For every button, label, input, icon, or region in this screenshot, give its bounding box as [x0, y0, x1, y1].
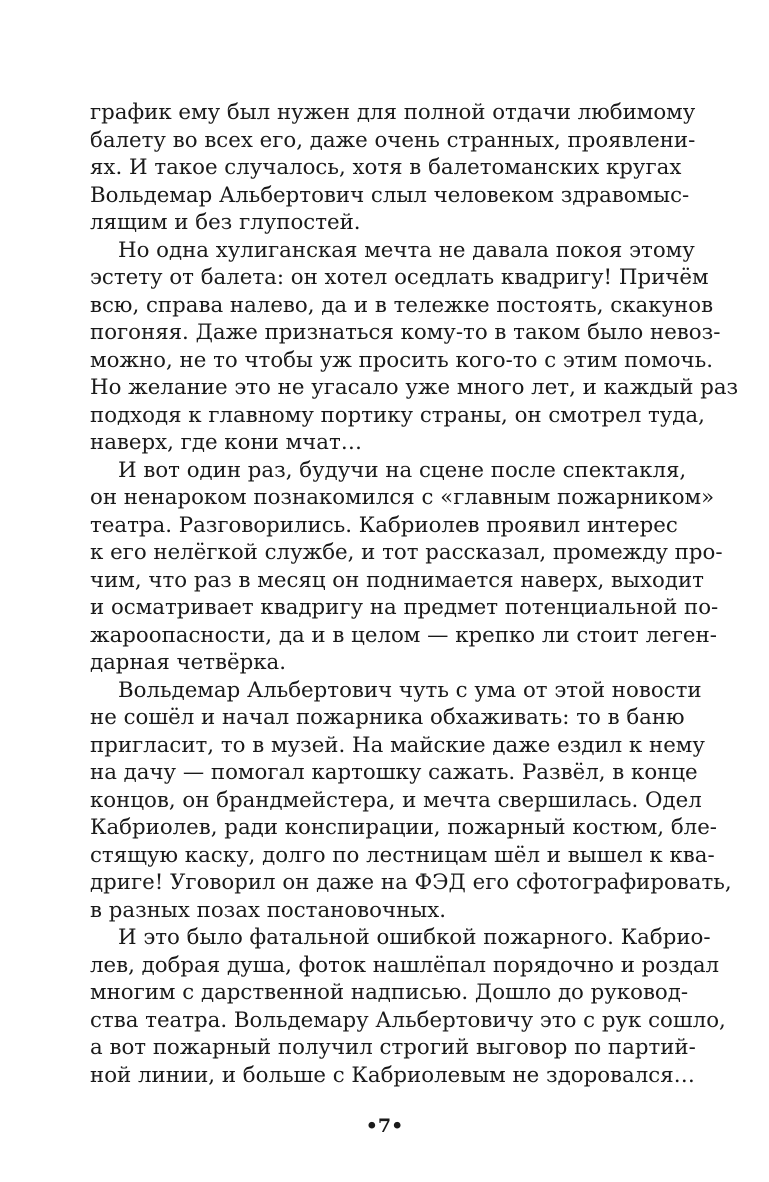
- text-line: к его нелёгкой службе, и тот рассказал, промежду про-: [90, 540, 723, 565]
- body-text: [90, 99, 739, 1089]
- text-line: подходя к главному портику страны, он смотрел туда,: [90, 402, 705, 428]
- text-line: погоняя. Даже признаться кому-то в таком было невоз-: [90, 320, 721, 345]
- text-line: он ненароком познакомился с «главным пожарником»: [90, 485, 715, 510]
- text-line: дарная четвёрка.: [90, 650, 287, 675]
- paragraph-1: [90, 99, 696, 237]
- page-number: •7•: [365, 1115, 404, 1137]
- text-line: И это было фатальной ошибкой пожарного. Кабрио-: [118, 925, 711, 950]
- text-line: а вот пожарный получил строгий выговор по партий-: [90, 1035, 696, 1060]
- text-line: эстету от балета: он хотел оседлать квадригу! Причём: [90, 265, 709, 290]
- text-line: наверх, где кони мчат…: [90, 430, 363, 455]
- text-line: балету во всех его, даже очень странных, проявлени-: [90, 127, 696, 153]
- paragraph-5: [90, 924, 726, 1089]
- text-line: дриге! Уговорил он даже на ФЭД его сфотографировать,: [90, 870, 732, 895]
- text-line: Но желание это не угасало уже много лет, и каждый раз: [90, 375, 739, 400]
- text-line: Вольдемар Альбертович слыл человеком здравомыс-: [90, 182, 690, 208]
- paragraph-3: [90, 457, 723, 677]
- text-line: и осматривает квадригу на предмет потенциальной по-: [90, 595, 719, 620]
- text-line: на дачу — помогал картошку сажать. Развёл, в конце: [90, 760, 698, 785]
- text-line: всю, справа налево, да и в тележке постоять, скакунов: [90, 292, 714, 318]
- text-line: лящим и без глупостей.: [90, 210, 361, 235]
- text-line: можно, не то чтобы уж просить кого-то с этим помочь.: [90, 347, 713, 373]
- text-line: И вот один раз, будучи на сцене после спектакля,: [118, 457, 687, 483]
- text-line: Вольдемар Альбертович чуть с ума от этой новости: [118, 677, 702, 703]
- text-line: концов, он брандмейстера, и мечта свершилась. Одел: [90, 787, 702, 813]
- text-line: ства театра. Вольдемару Альбертовичу это с рук сошло,: [90, 1007, 726, 1033]
- text-line: Но одна хулиганская мечта не давала покоя этому: [118, 237, 695, 263]
- paragraph-2: [90, 237, 739, 457]
- text-line: многим с дарственной надписью. Дошло до руковод-: [90, 980, 689, 1005]
- text-line: в разных позах постановочных.: [90, 897, 446, 923]
- text-line: Кабриолев, ради конспирации, пожарный костюм, бле-: [90, 815, 717, 840]
- text-line: пригласит, то в музей. На майские даже ездил к нему: [90, 732, 705, 758]
- paragraph-4: [90, 677, 732, 925]
- text-line: чим, что раз в месяц он поднимается наверх, выходит: [90, 567, 704, 593]
- text-line: не сошёл и начал пожарника обхаживать: то в баню: [90, 705, 685, 730]
- text-line: лев, добрая душа, фоток нашлёпал порядочно и роздал: [90, 952, 720, 978]
- text-line: стящую каску, долго по лестницам шёл и вышел к ква-: [90, 842, 715, 868]
- text-line: ях. И такое случалось, хотя в балетоманских кругах: [90, 155, 682, 180]
- text-line: жароопасности, да и в целом — крепко ли стоит леген-: [90, 622, 717, 648]
- text-line: ной линии, и больше с Кабриолевым не здоровался…: [90, 1062, 695, 1088]
- text-line: график ему был нужен для полной отдачи любимому: [90, 100, 696, 125]
- text-line: театра. Разговорились. Кабриолев проявил интерес: [90, 512, 678, 538]
